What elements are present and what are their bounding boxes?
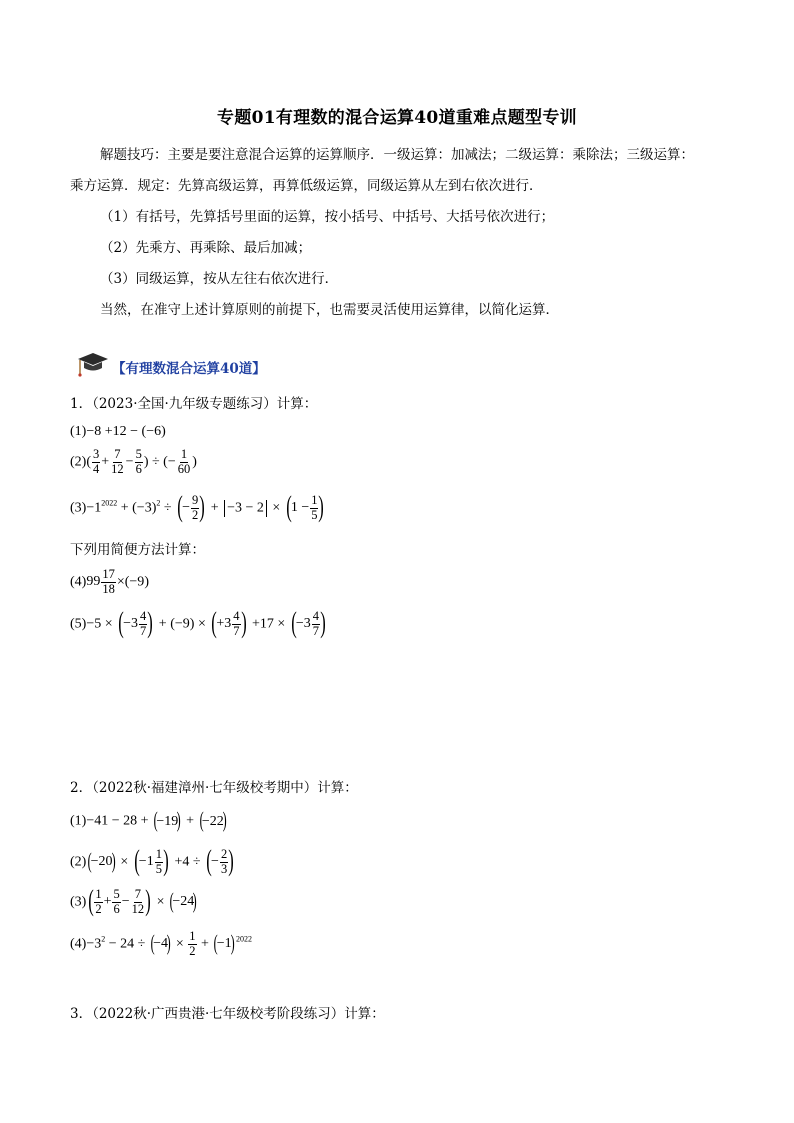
intro-rule-3: （3）同级运算，按从左往右依次进行． — [100, 271, 339, 287]
q1-item-1: (1)−8 +12 − (−6) — [70, 424, 166, 439]
question-1-sub-header: 下列用简便方法计算： — [70, 542, 205, 558]
intro-line-1: 解题技巧：主要是要注意混合运算的运算顺序．一级运算：加减法；二级运算：乘除法；三级运算： — [100, 147, 694, 163]
question-1-header: 1．（2023·全国·九年级专题练习）计算： — [70, 396, 318, 412]
q1-item-2: (2)( $\frac{3}{4}$ + $\frac{7}{12}$ − $\frac{5}{6}$ ) ÷ (− $\frac{1}{60}$ ) — [70, 447, 197, 476]
q2-item-1: (1)−41 − 28 + ( −19 ) + ( −22 ) — [70, 807, 227, 832]
q2-item-3: (3) ( $\frac{1}{2}$ + $\frac{5}{6}$ − $\frac{7}{12}$ ) × ( −24 ) — [70, 883, 197, 917]
section-title: 【有理数混合运算40道】 — [112, 361, 266, 377]
q1-item-5: (5)−5 × ( −3 $\frac{4}{7}$ ) + (−9) × ( +3 $\frac{4}{7}$ ) +17 × ( −3 $\frac{4}{7}$ ) — [70, 605, 326, 639]
question-3-header: 3．（2022秋·广西贵港·七年级校考阶段练习）计算： — [70, 1006, 385, 1022]
q1-item-3: $(3)-1^{2022} + (-3)^2$ ÷ ( − $\frac{9}{2}$ ) + −3 − 2 × ( 1 − $\frac{1}{5}$ ) — [70, 489, 325, 523]
q1-item-4: (4) 99 $\frac{17}{18}$ ×(−9) — [70, 567, 149, 596]
intro-line-2: 乘方运算．规定：先算高级运算，再算低级运算，同级运算从左到右依次进行． — [70, 178, 543, 194]
q2-item-4: $(4)-3^2 - 24$ ÷ ( −4 ) × $\frac{1}{2}$ + ( −1 ) $^{2022}$ — [70, 929, 253, 958]
intro-note: 当然，在准守上述计算原则的前提下，也需要灵活使用运算律，以简化运算． — [100, 302, 559, 318]
intro-rule-1: （1）有括号，先算括号里面的运算，按小括号、中括号、大括号依次进行； — [100, 209, 555, 225]
question-2-header: 2．（2022秋·福建漳州·七年级校考期中）计算： — [70, 780, 358, 796]
q2-item-2: (2) ( −20 ) × ( −1 $\frac{1}{5}$ ) +4 ÷ ( − $\frac{2}{3}$ ) — [70, 843, 234, 877]
page-title: 专题01有理数的混合运算40道重难点题型专训 — [217, 108, 577, 128]
intro-rule-2: （2）先乘方、再乘除、最后加减； — [100, 240, 312, 256]
graduation-cap-icon — [76, 350, 110, 378]
